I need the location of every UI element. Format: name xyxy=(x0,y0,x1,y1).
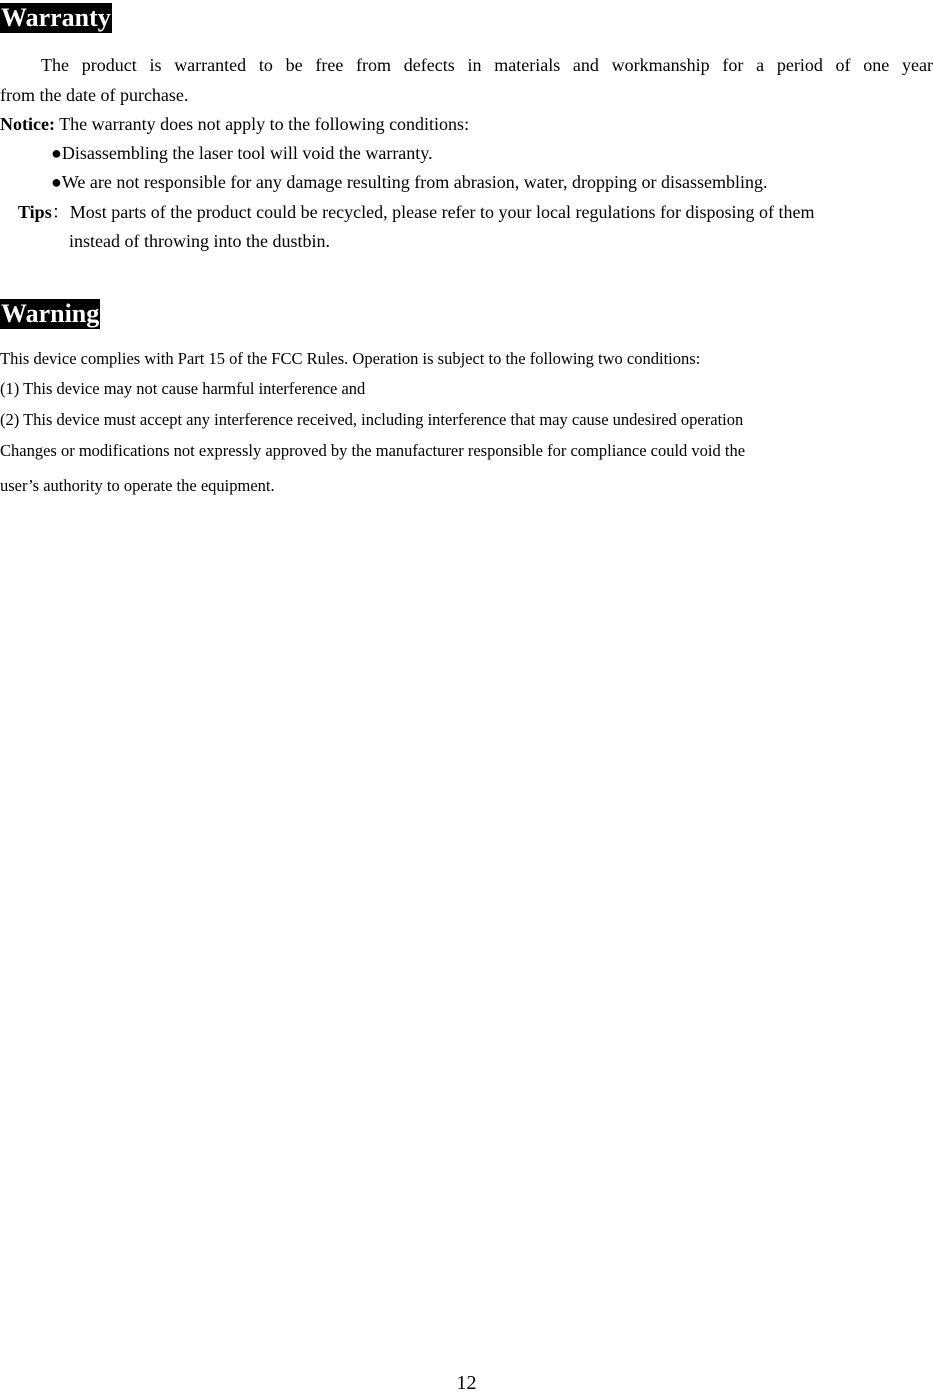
tips-text-line-2: instead of throwing into the dustbin. xyxy=(69,231,330,251)
page-number: 12 xyxy=(456,1372,477,1394)
warranty-intro-line-2: from the date of purchase. xyxy=(0,85,189,105)
warranty-bullet-2: ●We are not responsible for any damage resulting from abrasion, water, dropping or disassembling. xyxy=(51,172,768,192)
notice-label: Notice: xyxy=(0,114,55,134)
tips-label: Tips xyxy=(18,202,52,222)
warning-line-5: user’s authority to operate the equipment. xyxy=(0,476,275,495)
tips-paragraph xyxy=(18,201,814,223)
warning-line-3: (2) This device must accept any interference received, including interference that may cause undesired operation xyxy=(0,410,744,429)
warning-line-4: Changes or modifications not expressly approved by the manufacturer responsible for compliance could void the xyxy=(0,441,746,460)
warning-heading: Warning xyxy=(1,299,100,328)
warning-line-2: (1) This device may not cause harmful interference and xyxy=(0,379,366,398)
warranty-bullet-1: ●Disassembling the laser tool will void the warranty. xyxy=(51,143,433,163)
notice-paragraph xyxy=(0,113,469,135)
warning-line-1: This device complies with Part 15 of the FCC Rules. Operation is subject to the following two conditions: xyxy=(0,349,701,368)
notice-text: The warranty does not apply to the following conditions: xyxy=(54,114,470,134)
warranty-heading: Warranty xyxy=(1,3,111,32)
tips-colon: ： xyxy=(51,202,70,222)
warranty-intro-line-1: The product is warranted to be free from defects in materials and workmanship for a period of one year xyxy=(41,55,933,75)
tips-text-line-1: Most parts of the product could be recycled, please refer to your local regulations for disposing of them xyxy=(69,202,815,222)
